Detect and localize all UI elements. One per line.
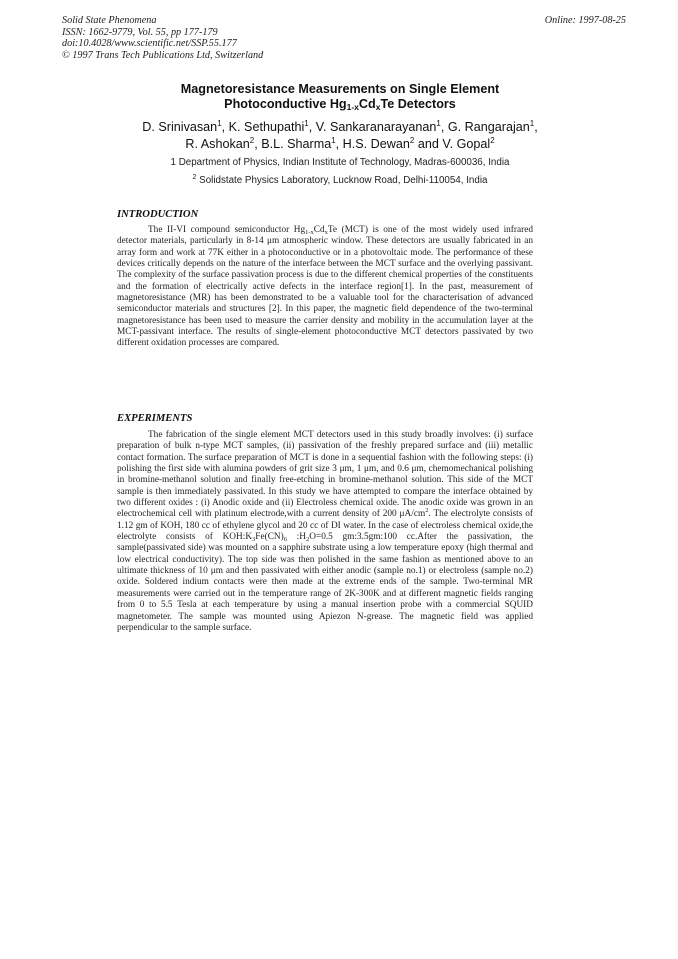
affiliation-2: $^2$ Solidstate Physics Laboratory, Lucknow Road, Delhi-110054, India xyxy=(192,174,488,186)
author-line-2: R. Ashokan$^2$, B.L. Sharma$^1$, H.S. Dewan$^2$ and V. Gopal$^2$ xyxy=(185,135,495,151)
introduction-paragraph: The II-VI compound semiconductor $Hg_{1-x}Cd_xTe$ (MCT) is one of the most widely used infrared detector materials, particularly in 8-14 μm atmospheric window. These detectors are usually fabricated in an array form and work at 77K either in a photoconductive or in a photovoltaic mode. The performance of these devices critically depends on the nature of the interface between the MCT surface and the overlying passivant. The complexity of the surface passivation process is due to the different chemical properties of the constituents and the formation of electrically active defects in the interface region[1]. In the past, measurement of magnetoresistance (MR) has been demonstrated to be a valuable tool for the characterisation of advanced semiconductor materials and structures [2]. In this paper, the magnetic field dependence of the two-terminal magnetoresistance has been used to measure the carrier density and mobility in the accumulation layer at the MCT-passivant interface. The results of single-element photoconductive MCT detectors passivated by two different oxidation processes are compared. xyxy=(117,225,533,349)
journal-issn: ISSN: 1662-9779, Vol. 55, pp 177-179 xyxy=(62,26,218,38)
author-list xyxy=(100,119,580,152)
title-line-1: Magnetoresistance Measurements on Single Element xyxy=(180,82,500,96)
journal-doi: doi:10.4028/www.scientific.net/SSP.55.177 xyxy=(62,38,237,49)
author: H.S. Dewan xyxy=(342,136,410,151)
paper-title xyxy=(90,82,590,112)
journal-copyright: © 1997 Trans Tech Publications Ltd, Switzerland xyxy=(62,49,264,61)
author: G. Rangarajan xyxy=(447,120,530,134)
experiments-paragraph: The fabrication of the single element MCT detectors used in this study broadly involves: (i) surface preparation of bulk n-type MCT samples, (ii) passivation of the freshly prepared surface and (iii) metallic contact formation. The surface preparation of MCT is done in a sequential fashion with the following steps: (i) polishing the first side with alumina powders of grit size 3 μm, 1 μm, and 0.6 μm, chemomechanical polishing in bromine-methanol solution and finally free-etching in bromine-methanol solution. This side of the MCT sample is then immediately passivated. In this study we have attempted to compare the interface obtained by two different oxides : (i) Anodic oxide and (ii) Electroless chemical oxide. The anodic oxide was grown in an electrochemical cell with platinum electrode,with a current density of 200 $\mu A/cm^2$. The electrolyte consists of 1.12 gm of KOH, 180 cc of ethylene glycol and 20 cc of DI water. In the case of electroless chemical oxide,the electrolyte consists of $KOH:K_3Fe(CN)_6$ $:H_2O=0.5$ gm:3.5gm:100 cc.After the passivation, the sample(passivated side) was mounted on a sapphire substrate using a low temperature epoxy (high thermal and low electrical conductivity). The top side was then polished in the same fashion as mentioned above to an ultimate thickness of 10 μm and then passivated with either anodic (sample no.1) or electroless (sample no.2) oxide. Soldered indium contacts were then made at the extreme ends of the sample. Two-terminal MR measurements were carried out in the temperature range of 2K-300K and at different magnetic fields ranging from 0 to 5.5 Tesla at each temperature by using a manual insertion probe with a commercial SQUID magnetometer. The sample was mounted using Apiezon N-grease. The magnetic field was applied perpendicular to the sample surface. xyxy=(117,430,534,633)
author: R. Ashokan xyxy=(185,136,250,151)
author-line-1: D. Srinivasan$^1$, K. Sethupathi$^1$, V. Sankaranarayanan$^1$, G. Rangarajan$^1$, xyxy=(142,119,538,134)
journal-header xyxy=(62,15,392,61)
author: B.L. Sharma xyxy=(261,136,332,151)
online-date: Online: 1997-08-25 xyxy=(544,15,626,26)
author: V. Gopal xyxy=(442,136,491,151)
introduction-heading: INTRODUCTION xyxy=(117,209,199,220)
author: D. Srinivasan xyxy=(142,120,218,134)
journal-name: Solid State Phenomena xyxy=(62,15,157,26)
author: K. Sethupathi xyxy=(228,120,305,134)
affiliation-1: 1 Department of Physics, Indian Institute of Technology, Madras-600036, India xyxy=(170,157,510,168)
experiments-heading: EXPERIMENTS xyxy=(117,413,193,424)
title-line-2: Photoconductive $Hg_{1-x}Cd_xTe$ Detectors xyxy=(224,97,456,112)
author: V. Sankaranarayanan xyxy=(315,120,437,134)
